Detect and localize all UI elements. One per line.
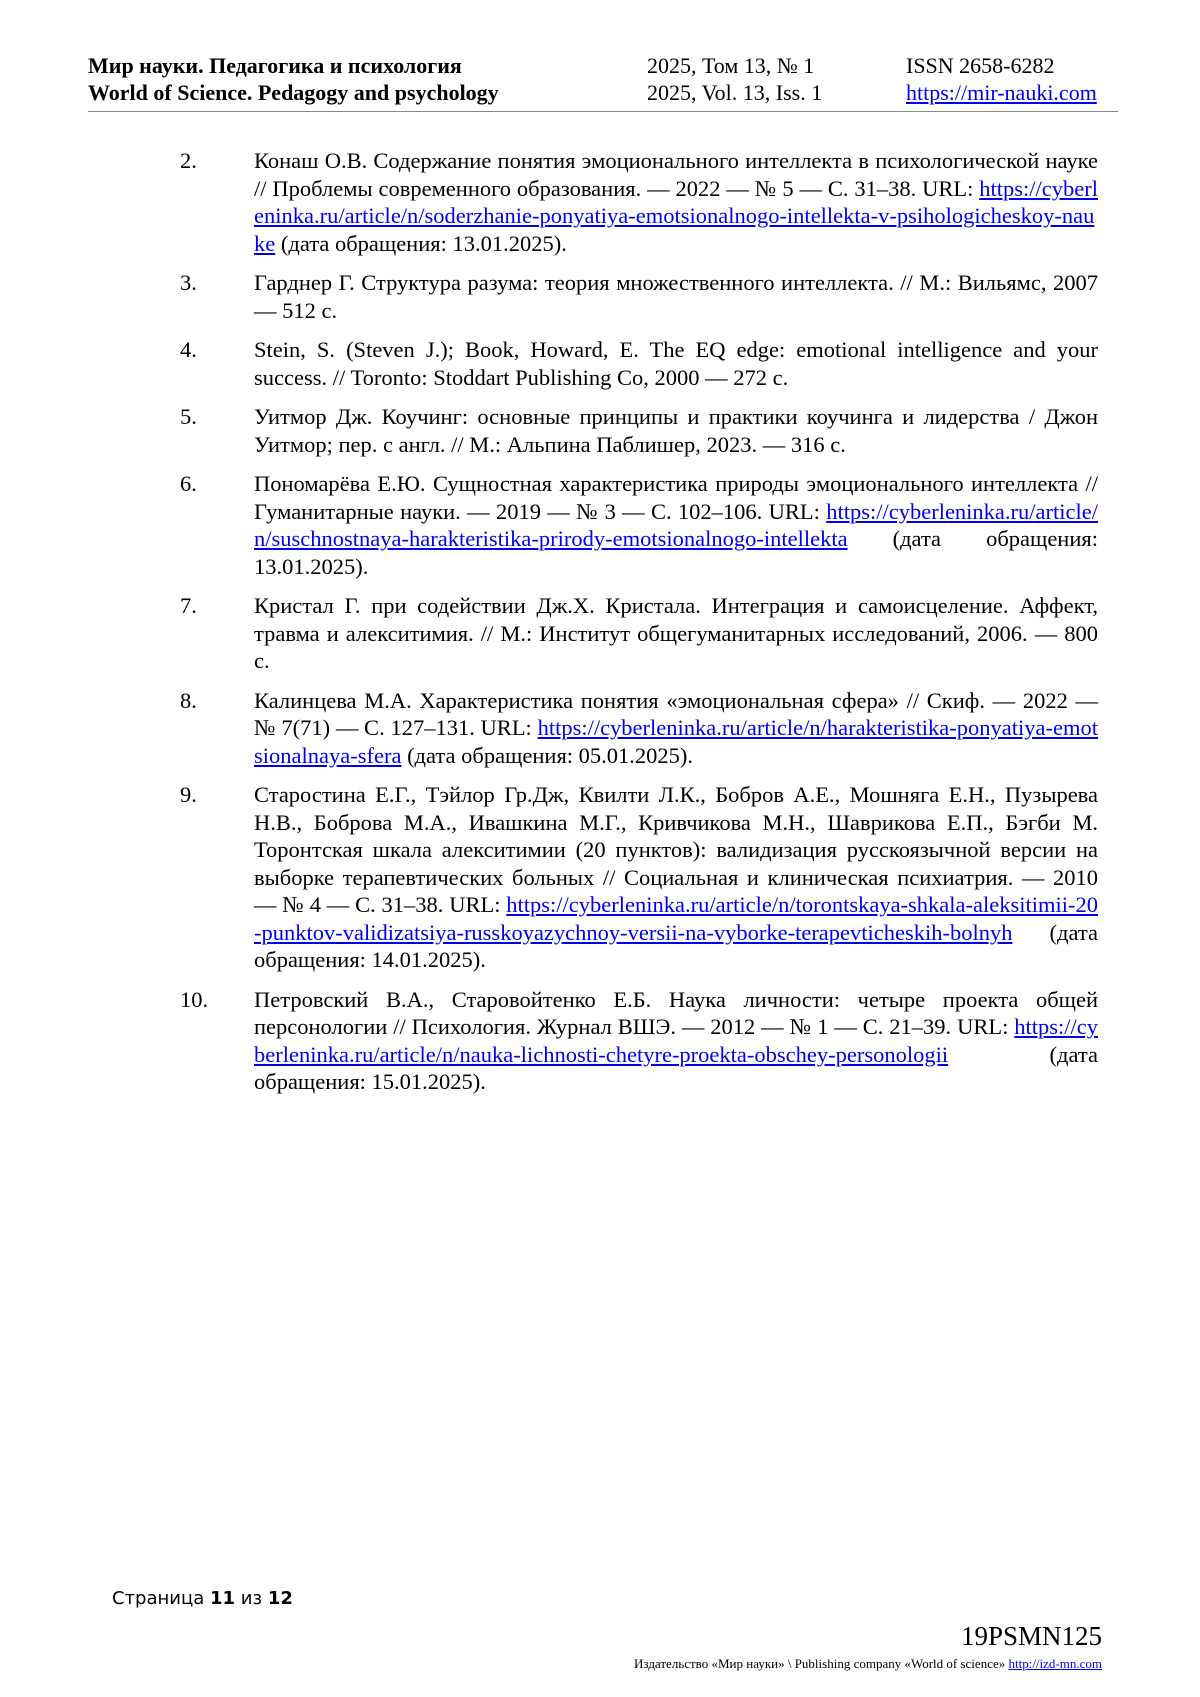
reference-text: Калинцева М.А. Характеристика понятия «эмоциональная сфера» // Скиф. — 2022 — № 7(71) — С. 127–131. URL: https://cyberleninka.ru/article/n/harakteristika-ponyatiya-emotsionalnaya-sfera (дата обращения: 05.01.2025).	[254, 687, 1098, 768]
page-total: 12	[267, 1588, 293, 1609]
reference-list	[180, 147, 1098, 1108]
issn-block	[906, 52, 1097, 106]
page-separator: из	[240, 1588, 263, 1609]
reference-item-4	[180, 336, 1098, 391]
reference-text: Кристал Г. при содействии Дж.Х. Кристала. Интеграция и самоисцеление. Аффект, травма и алекситимия. // М.: Институт общегуманитарных исследований, 2006. — 800 с.	[254, 593, 1098, 673]
reference-item-10	[180, 986, 1098, 1096]
reference-text: Пономарёва Е.Ю. Сущностная характеристика природы эмоционального интеллекта // Гуманитарные науки. — 2019 — № 3 — С. 102–106. URL: https://cyberleninka.ru/article/n/suschnostnaya-harakteristika-prirody-emotsionalnogo-intellekta (дата обращения: 13.01.2025).	[254, 471, 1098, 579]
reference-number: 6.	[180, 471, 197, 496]
issn: ISSN 2658-6282	[906, 53, 1055, 78]
reference-link[interactable]: https://cyberleninka.ru/article/n/harakteristika-ponyatiya-emotsionalnaya-sfera	[254, 715, 1098, 768]
publisher-line	[634, 1656, 1102, 1672]
reference-text: Конаш О.В. Содержание понятия эмоционального интеллекта в психологической науке // Проблемы современного образования. — 2022 — № 5 — С. 31–38. URL: https://cyberleninka.ru/article/n/soderzhanie-ponyatiya-emotsionalnogo-intellekta-v-psihologicheskoy-nauke (дата обращения: 13.01.2025).	[254, 148, 1098, 256]
journal-title-ru: Мир науки. Педагогика и психология	[88, 53, 462, 78]
reference-item-6	[180, 470, 1098, 580]
reference-text: Уитмор Дж. Коучинг: основные принципы и практики коучинга и лидерства / Джон Уитмор; пер. с англ. // М.: Альпина Паблишер, 2023. — 316 с.	[254, 404, 1098, 457]
page-counter	[112, 1588, 293, 1609]
reference-text: Старостина Е.Г., Тэйлор Гр.Дж, Квилти Л.К., Бобров А.Е., Мошняга Е.Н., Пузырева Н.В., Боброва М.А., Ивашкина М.Г., Кривчикова М.Н., Шаврикова Е.П., Бэгби М. Торонтская шкала алекситимии (20 пунктов): валидизация русскоязычной версии на выборке терапевтических больных // Социальная и клиническая психиатрия. — 2010 — № 4 — С. 31–38. URL: https://cyberleninka.ru/article/n/torontskaya-shkala-aleksitimii-20-punktov-validizatsiya-russkoyazychnoy-versii-na-vyborke-terapevticheskih-bolnyh (дата обращения: 14.01.2025).	[254, 782, 1098, 972]
reference-number: 2.	[180, 148, 197, 173]
reference-text: Гарднер Г. Структура разума: теория множественного интеллекта. // М.: Вильямс, 2007 — 512 с.	[254, 270, 1098, 323]
issue-info-ru: 2025, Том 13, № 1	[647, 53, 815, 78]
reference-number: 9.	[180, 782, 197, 807]
journal-title-en: World of Science. Pedagogy and psychology	[88, 80, 499, 105]
issue-info-block	[647, 52, 822, 106]
reference-item-7	[180, 592, 1098, 675]
reference-link[interactable]: https://cyberleninka.ru/article/n/torontskaya-shkala-aleksitimii-20-punktov-validizatsiya-russkoyazychnoy-versii-na-vyborke-terapevticheskih-bolnyh	[254, 892, 1098, 945]
reference-item-8	[180, 687, 1098, 770]
page-current: 11	[210, 1588, 236, 1609]
header-divider	[88, 111, 1118, 112]
reference-number: 4.	[180, 337, 197, 362]
reference-link[interactable]: https://cyberleninka.ru/article/n/suschnostnaya-harakteristika-prirody-emotsionalnogo-intellekta	[254, 498, 1098, 551]
reference-link[interactable]: https://cyberleninka.ru/article/n/soderzhanie-ponyatiya-emotsionalnogo-intellekta-v-psihologicheskoy-nauke	[254, 175, 1098, 256]
reference-link[interactable]: https://cyberleninka.ru/article/n/nauka-lichnosti-chetyre-proekta-obschey-personologii	[254, 1014, 1098, 1067]
reference-item-9	[180, 781, 1098, 974]
publisher-text: Издательство «Мир науки» \ Publishing company «World of science»	[634, 1656, 1006, 1671]
publisher-link[interactable]: http://izd-mn.com	[1008, 1656, 1102, 1671]
reference-number: 3.	[180, 270, 197, 295]
reference-text: Петровский В.А., Старовойтенко Е.Б. Наука личности: четыре проекта общей персонологии // Психология. Журнал ВШЭ. — 2012 — № 1 — С. 21–39. URL: https://cyberleninka.ru/article/n/nauka-lichnosti-chetyre-proekta-obschey-personologii (дата обращения: 15.01.2025).	[254, 986, 1098, 1094]
reference-number: 7.	[180, 593, 197, 618]
article-code: 19PSMN125	[960, 1621, 1102, 1651]
reference-number: 5.	[180, 404, 197, 429]
issue-info-en: 2025, Vol. 13, Iss. 1	[647, 80, 823, 105]
reference-text: Stein, S. (Steven J.); Book, Howard, E. The EQ edge: emotional intelligence and your success. // Toronto: Stoddart Publishing Co, 2000 — 272 с.	[254, 337, 1098, 390]
reference-number: 8.	[180, 687, 197, 713]
reference-item-5	[180, 403, 1098, 458]
journal-site-link[interactable]: https://mir-nauki.com	[906, 80, 1097, 105]
page-label: Страница	[112, 1588, 205, 1609]
reference-item-3	[180, 269, 1098, 324]
journal-title-block	[88, 52, 499, 106]
reference-item-2	[180, 147, 1098, 257]
reference-number: 10.	[180, 986, 209, 1012]
